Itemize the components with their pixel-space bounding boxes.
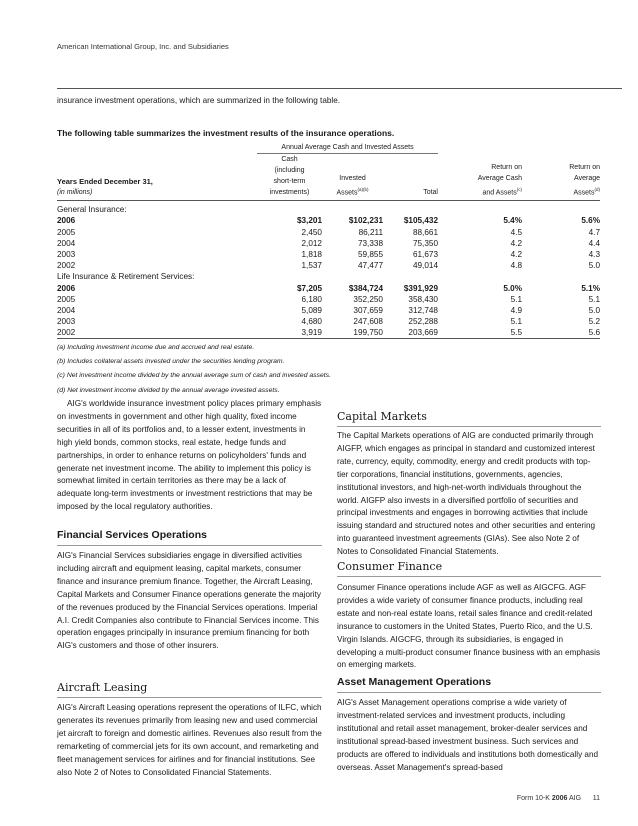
- table-cell: $105,432: [403, 216, 438, 226]
- table-cell: 307,659: [353, 305, 383, 315]
- row-year: 2002: [57, 327, 257, 339]
- table-row: [57, 249, 600, 260]
- table-cell: 2,450: [301, 227, 322, 237]
- table-cell: 5.1: [588, 294, 600, 304]
- capital-markets-rule: [337, 426, 601, 427]
- row-header-units: (in millions): [57, 189, 93, 197]
- table-row: [57, 215, 600, 226]
- col-total: Total: [383, 154, 438, 201]
- table-cell: 4.9: [510, 305, 522, 315]
- table-cell: 5.6%: [581, 216, 600, 226]
- table-cell: 5,089: [301, 305, 322, 315]
- row-year: 2005: [57, 294, 76, 304]
- section-label-general: General Insurance:: [57, 205, 127, 215]
- row-year: 2006: [57, 216, 76, 226]
- table-cell: 358,430: [408, 294, 438, 304]
- asset-management-rule: [337, 692, 601, 693]
- table-cell: 5.2: [588, 317, 600, 327]
- row-year: 2002: [57, 261, 76, 271]
- table-cell: 4.5: [510, 227, 522, 237]
- investment-results-table: [57, 142, 600, 339]
- consumer-finance-heading: Consumer Finance: [337, 560, 443, 573]
- table-row: [57, 227, 600, 238]
- page-number: 11: [592, 795, 600, 802]
- financial-services-heading: Financial Services Operations: [57, 529, 207, 541]
- table-cell: 4.4: [588, 238, 600, 248]
- col-cash: Cash (including short-term investments): [257, 154, 322, 201]
- aircraft-leasing-heading: Aircraft Leasing: [57, 681, 148, 694]
- table-cell: 2,012: [301, 238, 322, 248]
- financial-services-paragraph: AIG's Financial Services subsidiaries engage in diversified activities including aircraft and equipment leasing, capital markets, consumer finance and insurance premium finance. Together, the Aircraft Leasing, Capital Markets and Consumer Finance operations generate the majority of the revenues produced by the Financial Services operations. Imperial A.I. Credit Companies also contribute to Financial Services income. This operation engages principally in insurance premium financing for both AIG's customers and those of other insurers.: [57, 551, 321, 651]
- consumer-finance-rule: [337, 576, 601, 577]
- table-cell: 5.4%: [503, 216, 522, 226]
- table-cell: 312,748: [408, 305, 438, 315]
- col-roac-text: Return on Average Cash and Assets: [477, 163, 522, 197]
- table-cell: $7,205: [296, 283, 322, 293]
- row-header-title: Years Ended December 31,: [57, 177, 153, 187]
- page-footer: [517, 795, 600, 802]
- table-note: (a) Including investment income due and accrued and real estate.: [57, 344, 255, 351]
- consumer-finance-paragraph: Consumer Finance operations include AGF as well as AIGCFG. AGF provides a wide variety of consumer finance products, including real estate and non-real estate loans, retail sales finance and credit-related insurance to customers in the United States, Puerto Rico, and the U.S. Virgin Islands. AIGCFG, through its subsidiaries, is engaged in developing a multi-product consumer finance business with an emphasis on emerging markets.: [337, 583, 601, 670]
- table-cell: 1,537: [301, 261, 322, 271]
- table-title: The following table summarizes the investment results of the insurance operations.: [57, 128, 395, 138]
- left-column: [57, 398, 322, 514]
- table-cell: 4.3: [588, 250, 600, 260]
- table-cell: 203,669: [383, 327, 438, 339]
- table-cell: 5.6: [522, 327, 600, 339]
- col-invested-line1: Invested: [339, 174, 366, 182]
- table-note: (d) Net investment income divided by the annual average invested assets.: [57, 386, 280, 394]
- table-notes: [57, 341, 597, 398]
- aircraft-leasing-paragraph: AIG's Aircraft Leasing operations represent the operations of ILFC, which generates its revenues primarily from leasing new and used commercial jet aircraft to foreign and domestic airlines. Revenues also result from the remarketing of commercial jets for its own account, and remarketing and fleet management services for airlines and for financial institutions. See also Note 2 of Notes to Consolidated Financial Statements.: [57, 703, 322, 777]
- row-year: 2003: [57, 250, 76, 260]
- row-year: 2004: [57, 238, 76, 248]
- table-row: [57, 305, 600, 316]
- col-roaa-sup: (d): [594, 186, 600, 192]
- intro-text: insurance investment operations, which are summarized in the following table.: [57, 96, 341, 105]
- col-roac: [438, 154, 522, 201]
- table-cell: $102,231: [348, 216, 383, 226]
- capital-markets-heading: Capital Markets: [337, 410, 427, 423]
- aircraft-leasing-rule: [57, 697, 322, 698]
- table-row: [57, 283, 600, 294]
- financial-services-rule: [57, 545, 322, 546]
- footer-form: Form 10-K: [516, 795, 550, 802]
- table-cell: 247,608: [353, 317, 383, 327]
- col-invested-sup: (a)(b): [357, 186, 369, 192]
- table-cell: $384,724: [348, 283, 383, 293]
- col-invested-line2: Assets: [336, 189, 358, 197]
- table-cell: $3,201: [296, 216, 322, 226]
- group-header: Annual Average Cash and Invested Assets: [257, 142, 438, 154]
- table-cell: 5.5: [438, 327, 522, 339]
- investment-policy-paragraph: AIG's worldwide insurance investment policy places primary emphasis on investments in government and other high quality, fixed income securities in all of its portfolios and, to a lesser extent, investments in high yield bonds, common stocks, real estate, hedge funds and partnerships, in order to enhance returns on policyholders' funds and generate net investment income. The ability to implement this policy is somewhat limited in certain territories as there may be a lack of adequate long-term investments or investment restrictions that may be imposed by the local regulatory authorities.: [57, 399, 322, 512]
- table-cell: 61,673: [412, 250, 438, 260]
- table-cell: 4.2: [510, 250, 522, 260]
- table-row: [57, 327, 600, 339]
- table-cell: 6,180: [301, 294, 322, 304]
- table-cell: 4,680: [301, 317, 322, 327]
- table-row: [57, 294, 600, 305]
- capital-markets-paragraph: The Capital Markets operations of AIG are conducted primarily through AIGFP, which engages as principal in standard and customized interest rate, currency, equity, commodity, energy and credit products with top-tier corporations, financial institutions, governments, agencies, institutional investors, and high-net-worth individuals throughout the world. AIGFP also invests in a diversified portfolio of securities and principal investments and engages in borrowing activities that include issuing standard and structured notes and other securities and entering into guaranteed investment agreements (GIAs). See also Note 2 of Notes to Consolidated Financial Statements.: [337, 431, 596, 557]
- table-row: [57, 238, 600, 249]
- table-note: (b) Includes collateral assets invested under the securities lending program.: [57, 358, 285, 366]
- footer-year: 2006: [551, 795, 568, 802]
- row-header: [57, 154, 257, 201]
- row-year: 2006: [57, 283, 76, 293]
- running-header: American International Group, Inc. and Subsidiaries: [57, 42, 229, 51]
- section-label-life: Life Insurance & Retirement Services:: [57, 272, 195, 282]
- table-row: [57, 316, 600, 327]
- table-cell: 4.8: [510, 261, 522, 271]
- table-cell: 4.2: [510, 238, 522, 248]
- asset-management-paragraph: AIG's Asset Management operations comprise a wide variety of investment-related services and investment products, including institutional and retail asset management, broker-dealer services and institutional spread-based investment business. Such services and products are offered to individuals and institutions both domestically and overseas. Asset Management's spread-based: [337, 698, 599, 772]
- table-cell: 5.0: [588, 305, 600, 315]
- table-cell: 5.1: [510, 317, 522, 327]
- table-cell: 73,338: [357, 238, 383, 248]
- row-year: 2004: [57, 305, 76, 315]
- table-cell: 4.7: [588, 227, 600, 237]
- col-roac-sup: (c): [516, 186, 522, 192]
- table-cell: 86,211: [358, 227, 383, 237]
- table-cell: 88,661: [412, 227, 438, 237]
- table-cell: 5.1%: [581, 283, 600, 293]
- table-cell: 47,477: [357, 261, 383, 271]
- table-cell: 5.0%: [503, 283, 522, 293]
- col-roaa: [522, 154, 600, 201]
- col-roaa-text: Return on Average Assets: [569, 163, 600, 197]
- table-cell: 5.1: [510, 294, 522, 304]
- row-year: 2005: [57, 227, 76, 237]
- table-note: (c) Net investment income divided by the annual average sum of cash and invested assets.: [57, 372, 331, 380]
- table-cell: 352,250: [353, 294, 383, 304]
- table-row: [57, 260, 600, 271]
- asset-management-heading: Asset Management Operations: [337, 676, 492, 688]
- table-cell: 252,288: [408, 317, 438, 327]
- table-cell: 199,750: [322, 327, 383, 339]
- header-rule: [57, 88, 622, 89]
- table-cell: 3,919: [257, 327, 322, 339]
- table-cell: 75,350: [412, 238, 438, 248]
- table-cell: $391,929: [403, 283, 438, 293]
- col-invested: [322, 154, 383, 201]
- table-cell: 49,014: [412, 261, 438, 271]
- row-year: 2003: [57, 317, 76, 327]
- table-cell: 1,818: [301, 250, 322, 260]
- table-cell: 5.0: [588, 261, 600, 271]
- footer-company: AIG: [568, 795, 582, 802]
- table-cell: 59,855: [357, 250, 383, 260]
